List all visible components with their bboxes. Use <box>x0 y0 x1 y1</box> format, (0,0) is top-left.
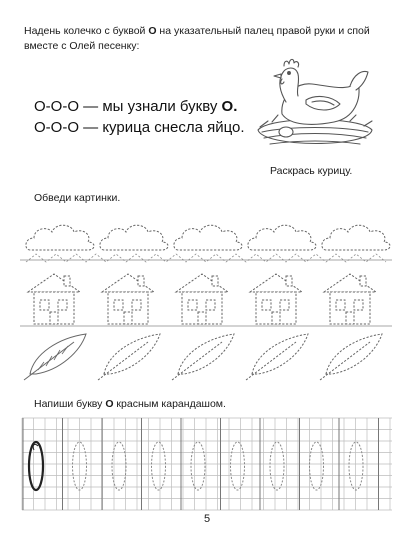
feather-icon <box>320 334 382 380</box>
feather-icon <box>24 334 86 380</box>
verse-line-2-text: О-О-О — курица снесла яйцо. <box>34 119 245 136</box>
write-caption-before: Напиши букву <box>34 398 106 410</box>
cloud-icon <box>100 225 168 250</box>
house-icon <box>250 274 302 324</box>
write-caption-letter: О <box>105 398 114 410</box>
verse-line-1 <box>34 98 237 116</box>
verse-line-2 <box>34 119 245 137</box>
cloud-icon <box>322 225 390 250</box>
letter-o-icon <box>310 442 324 490</box>
letter-o-icon <box>152 442 166 490</box>
letter-o-icon <box>270 442 284 490</box>
instruction-text-after: на указательный палец правой руки и спой вместе с Олей песенку: <box>24 25 370 52</box>
cloud-icon <box>248 225 316 250</box>
verse-line-1-bold: О. <box>221 98 238 115</box>
page-number: 5 <box>204 513 211 525</box>
house-icon <box>176 274 228 324</box>
letter-o-icon <box>349 442 363 490</box>
writing-grid <box>22 418 392 510</box>
verse-line-1-text: О-О-О — мы узнали букву <box>34 98 222 115</box>
feather-icon <box>172 334 234 380</box>
letter-o-icon <box>29 442 43 490</box>
cloud-icon <box>26 225 94 250</box>
hen-in-nest-icon <box>250 52 380 160</box>
instruction-text-before: Надень колечко с буквой <box>24 25 149 37</box>
color-caption: Раскрась курицу. <box>270 165 353 177</box>
instruction-letter: О <box>148 25 157 37</box>
house-icon <box>324 274 376 324</box>
letter-o-icon <box>231 442 245 490</box>
tracing-area <box>20 208 392 388</box>
house-icon <box>28 274 80 324</box>
write-caption-after: красным карандашом. <box>113 398 226 410</box>
letter-o-icon <box>191 442 205 490</box>
house-icon <box>102 274 154 324</box>
feather-icon <box>98 334 160 380</box>
dashed-wave-line <box>26 254 386 262</box>
feather-icon <box>246 334 308 380</box>
trace-caption: Обведи картинки. <box>34 192 121 204</box>
stroke-direction-arrow <box>33 444 38 450</box>
write-caption <box>34 398 226 410</box>
instruction-paragraph <box>24 24 394 54</box>
cloud-icon <box>174 225 242 250</box>
